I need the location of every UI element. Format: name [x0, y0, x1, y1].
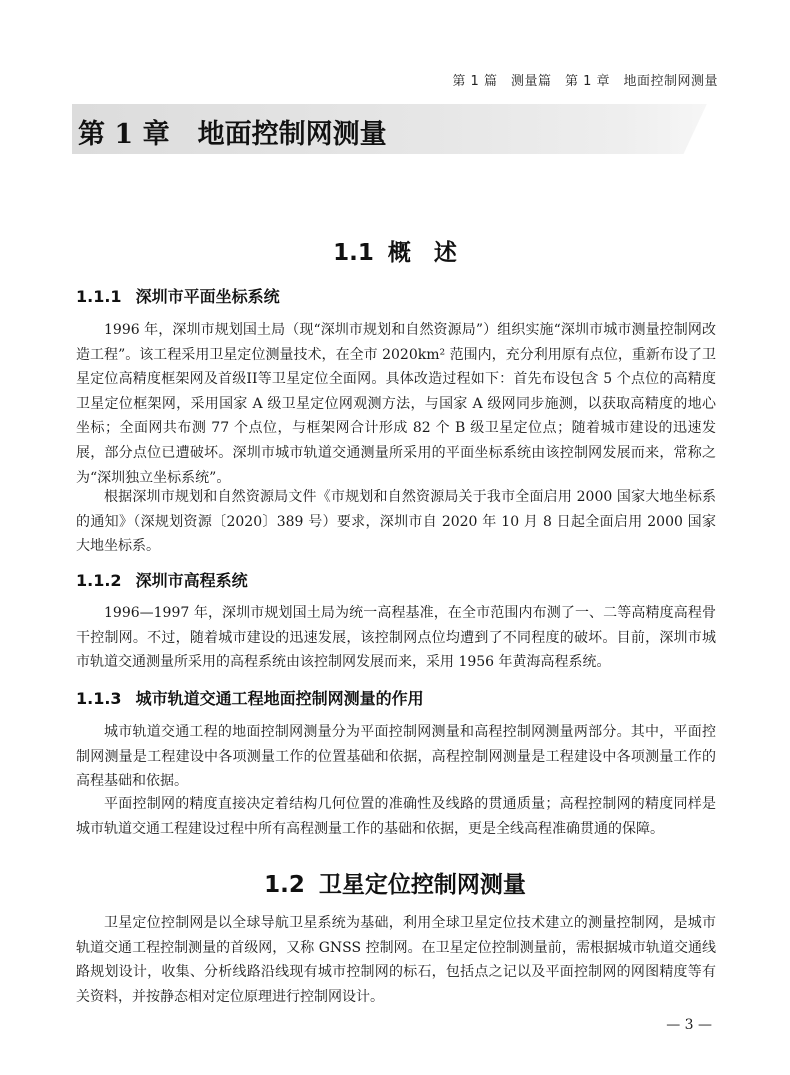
subsection-number: 1.1.2: [76, 571, 122, 590]
subsection-title: 城市轨道交通工程地面控制网测量的作用: [135, 689, 424, 708]
paragraph: 1996 年，深圳市规划国土局（现“深圳市规划和自然资源局”）组织实施“深圳市城市测量控制网改造工程”。该工程采用卫星定位测量技术，在全市 2020km² 范围内，充分利用原有点位，重新布设了卫星定位高精度框架网及首级II等卫星定位全面网。具体改造过程如下：首先布设包含 5 个点位的高精度卫星定位框架网，采用国家 A 级卫星定位网观测方法，与国家 A 级网同步施测，以获取高精度的地心坐标；全面网共布测 77 个点位，与框架网合计形成 82 个 B 级卫星定位点；随着城市建设的迅速发展，部分点位已遭破坏。深圳市城市轨道交通测量所采用的平面坐标系统由该控制网发展而来，常称之为“深圳独立坐标系统”。: [76, 322, 716, 486]
page-number: — 3 —: [666, 1017, 712, 1033]
subsection-heading-1-1-2: [76, 568, 248, 591]
chapter-number: 第 1 章: [78, 119, 170, 150]
section-heading-1-2: [0, 866, 790, 899]
section-number: 1.1: [333, 240, 374, 266]
paragraph: 根据深圳市规划和自然资源局文件《市规划和自然资源局关于我市全面启用 2000 国家大地坐标系的通知》（深规划资源〔2020〕389 号）要求，深圳市自 2020 年 10 月 8 日起全面启用 2000 国家大地坐标系。: [76, 489, 716, 555]
section-number: 1.2: [264, 872, 305, 898]
subsection-number: 1.1.3: [76, 689, 122, 708]
chapter-title: [78, 112, 387, 151]
paragraph: 城市轨道交通工程的地面控制网测量分为平面控制网测量和高程控制网测量两部分。其中，平面控制网测量是工程建设中各项测量工作的位置基础和依据，高程控制网测量是工程建设中各项测量工作的高程基础和依据。: [76, 724, 716, 790]
subsection-number: 1.1.1: [76, 287, 122, 306]
paragraph: 1996—1997 年，深圳市规划国土局为统一高程基准，在全市范围内布测了一、二等高精度高程骨干控制网。不过，随着城市建设的迅速发展，该控制网点位均遭到了不同程度的破坏。目前，深圳市城市轨道交通测量所采用的高程系统由该控制网发展而来，采用 1956 年黄海高程系统。: [76, 605, 716, 671]
chapter-name: 地面控制网测量: [197, 119, 387, 150]
subsection-title: 深圳市平面坐标系统: [135, 287, 280, 306]
chapter-banner: [72, 104, 718, 154]
section-title: 概 述: [387, 240, 457, 266]
paragraph: 卫星定位控制网是以全球导航卫星系统为基础，利用全球卫星定位技术建立的测量控制网，是城市轨道交通工程控制测量的首级网，又称 GNSS 控制网。在卫星定位控制测量前，需根据城市轨道交通线路规划设计，收集、分析线路沿线现有城市控制网的标石，包括点之记以及平面控制网的网图精度等有关资料，并按静态相对定位原理进行控制网设计。: [76, 915, 716, 1005]
section-heading-1-1: [0, 234, 790, 267]
running-header: 第 1 篇 测量篇 第 1 章 地面控制网测量: [452, 74, 718, 89]
subsection-title: 深圳市高程系统: [135, 571, 248, 590]
section-title: 卫星定位控制网测量: [318, 872, 526, 898]
subsection-heading-1-1-3: [76, 686, 424, 709]
subsection-heading-1-1-1: [76, 284, 280, 307]
paragraph: 平面控制网的精度直接决定着结构几何位置的准确性及线路的贯通质量；高程控制网的精度同样是城市轨道交通工程建设过程中所有高程测量工作的基础和依据，更是全线高程准确贯通的保障。: [76, 796, 716, 837]
banner-highlight: [678, 104, 718, 154]
